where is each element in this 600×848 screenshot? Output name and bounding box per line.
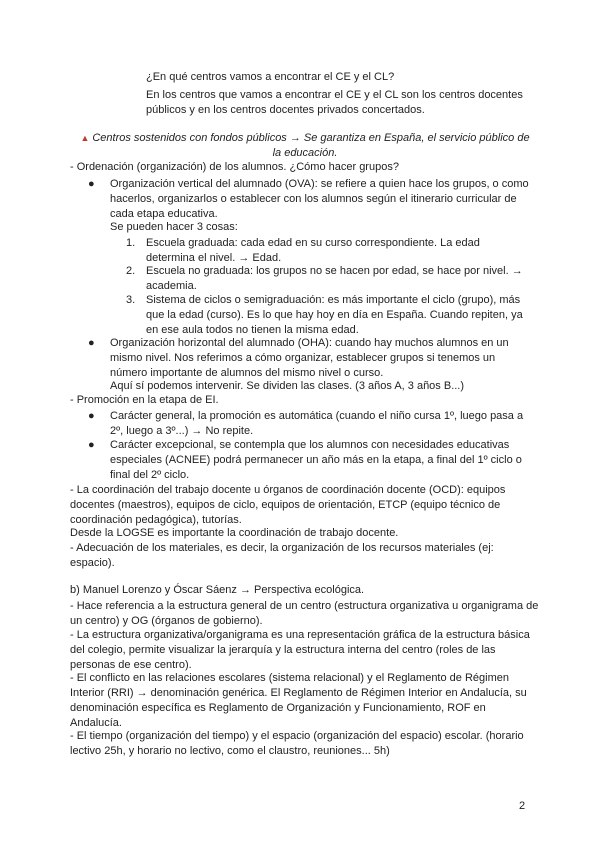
ordenacion-heading: - Ordenación (organización) de los alumnos. ¿Cómo hacer grupos? <box>70 161 399 173</box>
promocion-heading: - Promoción en la etapa de EI. <box>70 394 219 406</box>
list-item: Escuela no graduada: los grupos no se hacen por edad, se hace por nivel. → academia. <box>146 265 523 292</box>
section-b-paragraph: - El tiempo (organización del tiempo) y el espacio (organización del espacio) escolar. (horario lectivo 25h, y horario no lectivo, como el claustro, reuniones... 5h) <box>70 730 524 757</box>
bullet-dot-icon: ● <box>88 439 95 451</box>
oha-extra: Aquí sí podemos intervenir. Se dividen las clases. (3 años A, 3 años B...) <box>110 380 465 392</box>
highlight-line <box>75 131 535 161</box>
list-number: 2. <box>126 265 136 277</box>
bullet-dot-icon: ● <box>88 410 95 422</box>
question-text: ¿En qué centros vamos a encontrar el CE y el CL? <box>146 71 395 83</box>
bullet-dot-icon: ● <box>88 337 95 349</box>
warning-triangle-icon: ▲ <box>80 133 90 143</box>
section-b-paragraph: - Hace referencia a la estructura general de un centro (estructura organizativa u organigrama de un centro) y OG (órganos de gobierno). <box>70 600 539 627</box>
bullet-dot-icon: ● <box>88 178 95 190</box>
list-item: Sistema de ciclos o semigraduación: es más importante el ciclo (grupo), más que la edad (curso). Es lo que hay hoy en día en España. Cuando repiten, ya en ese aula todos no tienen la misma edad. <box>146 294 523 336</box>
page-number: 2 <box>519 800 526 812</box>
promocion-item: Carácter excepcional, se contempla que los alumnos con necesidades educativas especiales (ACNEE) podrá permanecer un año más en la etapa, a final del 1º ciclo o final del 2º ciclo. <box>110 439 522 481</box>
section-b-heading: b) Manuel Lorenzo y Óscar Sáenz → Perspectiva ecológica. <box>70 584 365 596</box>
list-number: 1. <box>126 237 136 249</box>
highlight-text: Centros sostenidos con fondos públicos → Se garantiza en España, el servicio público de la educación. <box>92 132 530 159</box>
section-b-paragraph: - El conflicto en las relaciones escolares (sistema relacional) y el Reglamento de Régimen Interior (RRI) → denominación genérica. El Reglamento de Régimen Interior en Andalucía, su denominación específica es Reglamento de Organización y Funcionamiento, ROF en Andalucía. <box>70 672 527 729</box>
answer-text: En los centros que vamos a encontrar el CE y el CL son los centros docentes públicos y en los centros docentes privados concertados. <box>146 89 523 116</box>
promocion-item: Carácter general, la promoción es automática (cuando el niño cursa 1º, luego pasa a 2º, luego a 3º...) → No repite. <box>110 410 524 437</box>
coordinacion-paragraph: - La coordinación del trabajo docente u órganos de coordinación docente (OCD): equipos docentes (maestros), equipos de ciclo, equipos de orientación, ETCP (equipo técnico de coordinación pedagógica), tutorías. <box>70 484 506 526</box>
ova-text: Organización vertical del alumnado (OVA): se refiere a quien hace los grupos, o como hacerlos, organizarlos o establecer con los alumnos según el itinerario curricular de cada etapa educativa. <box>110 178 529 220</box>
section-b-paragraph: - La estructura organizativa/organigrama es una representación gráfica de la estructura básica del colegio, permite visualizar la jerarquía y la estructura interna del centro (roles de las personas de ese centro). <box>70 629 530 671</box>
oha-text: Organización horizontal del alumnado (OHA): cuando hay muchos alumnos en un mismo nivel. Nos referimos a cómo organizar, establecer grupos si tenemos un número importante de alumnos del mismo nivel o curso. <box>110 337 509 379</box>
logse-paragraph: Desde la LOGSE es importante la coordinación de trabajo docente. <box>70 527 399 539</box>
adecuacion-paragraph: - Adecuación de los materiales, es decir, la organización de los recursos materiales (ej: espacio). <box>70 542 494 569</box>
list-item: Escuela graduada: cada edad en su curso correspondiente. La edad determina el nivel. → Edad. <box>146 237 480 264</box>
list-number: 3. <box>126 294 136 306</box>
ova-se-pueden: Se pueden hacer 3 cosas: <box>110 221 238 233</box>
